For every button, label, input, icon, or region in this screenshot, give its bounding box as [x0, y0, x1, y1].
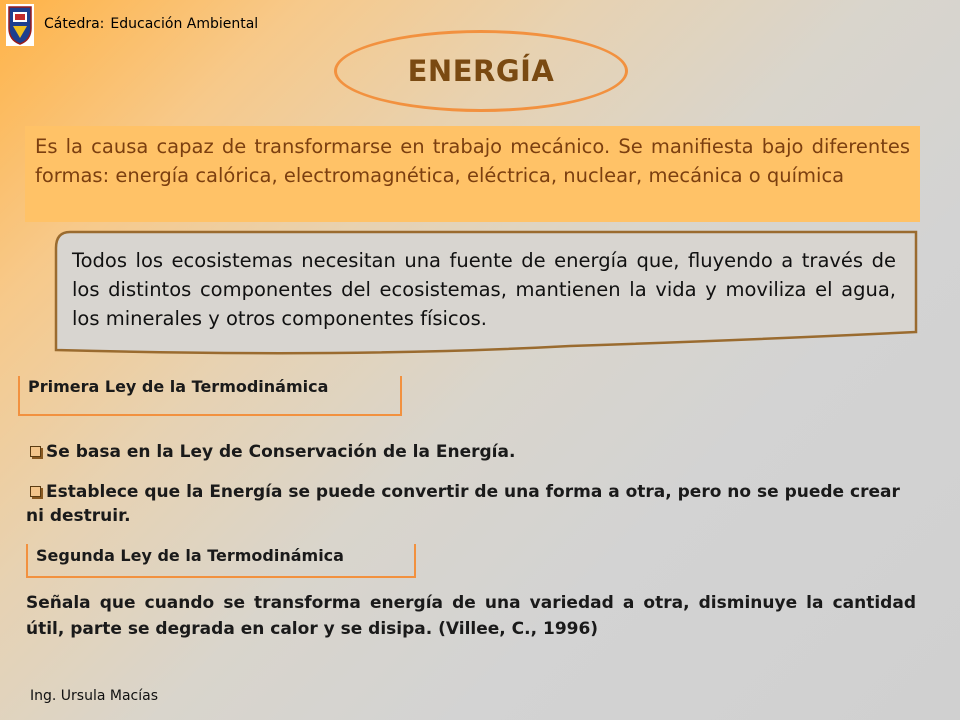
second-law-heading-box: [26, 544, 416, 578]
second-law-heading: Segunda Ley de la Termodinámica: [36, 546, 344, 565]
author-footer: Ing. Ursula Macías: [30, 688, 158, 704]
title-ellipse: [334, 30, 628, 110]
ecosystem-banner: [50, 228, 920, 362]
bullet-text: Establece que la Energía se puede convertir de una forma a otra, pero no se puede crear ni destruir.: [26, 482, 900, 526]
checkbox-bullet-icon: [30, 446, 41, 457]
definition-box: Es la causa capaz de transformarse en trabajo mecánico. Se manifiesta bajo diferentes formas: energía calórica, electromagnética, eléctrica, nuclear, mecánica o química: [25, 126, 920, 222]
bullet-text: Se basa en la Ley de Conservación de la Energía.: [46, 442, 516, 462]
banner-text: Todos los ecosistemas necesitan una fuente de energía que, fluyendo a través de los distintos componentes del ecosistemas, mantienen la vida y moviliza el agua, los minerales y otros componentes físicos.: [72, 249, 896, 330]
header-course: Educación Ambiental: [110, 16, 259, 32]
first-law-heading: Primera Ley de la Termodinámica: [28, 377, 329, 396]
course-header: [44, 16, 258, 32]
page-title: ENERGÍA: [407, 54, 555, 88]
list-item: [30, 440, 910, 464]
first-law-heading-box: [18, 376, 402, 416]
checkbox-bullet-icon: [30, 486, 41, 497]
header-label: Cátedra:: [44, 16, 105, 32]
university-crest-icon: [6, 4, 34, 46]
list-item: [26, 480, 906, 528]
second-law-text: Señala que cuando se transforma energía de una variedad a otra, disminuye la cantidad útil, parte se degrada en calor y se disipa. (Villee, C., 1996): [26, 593, 916, 639]
